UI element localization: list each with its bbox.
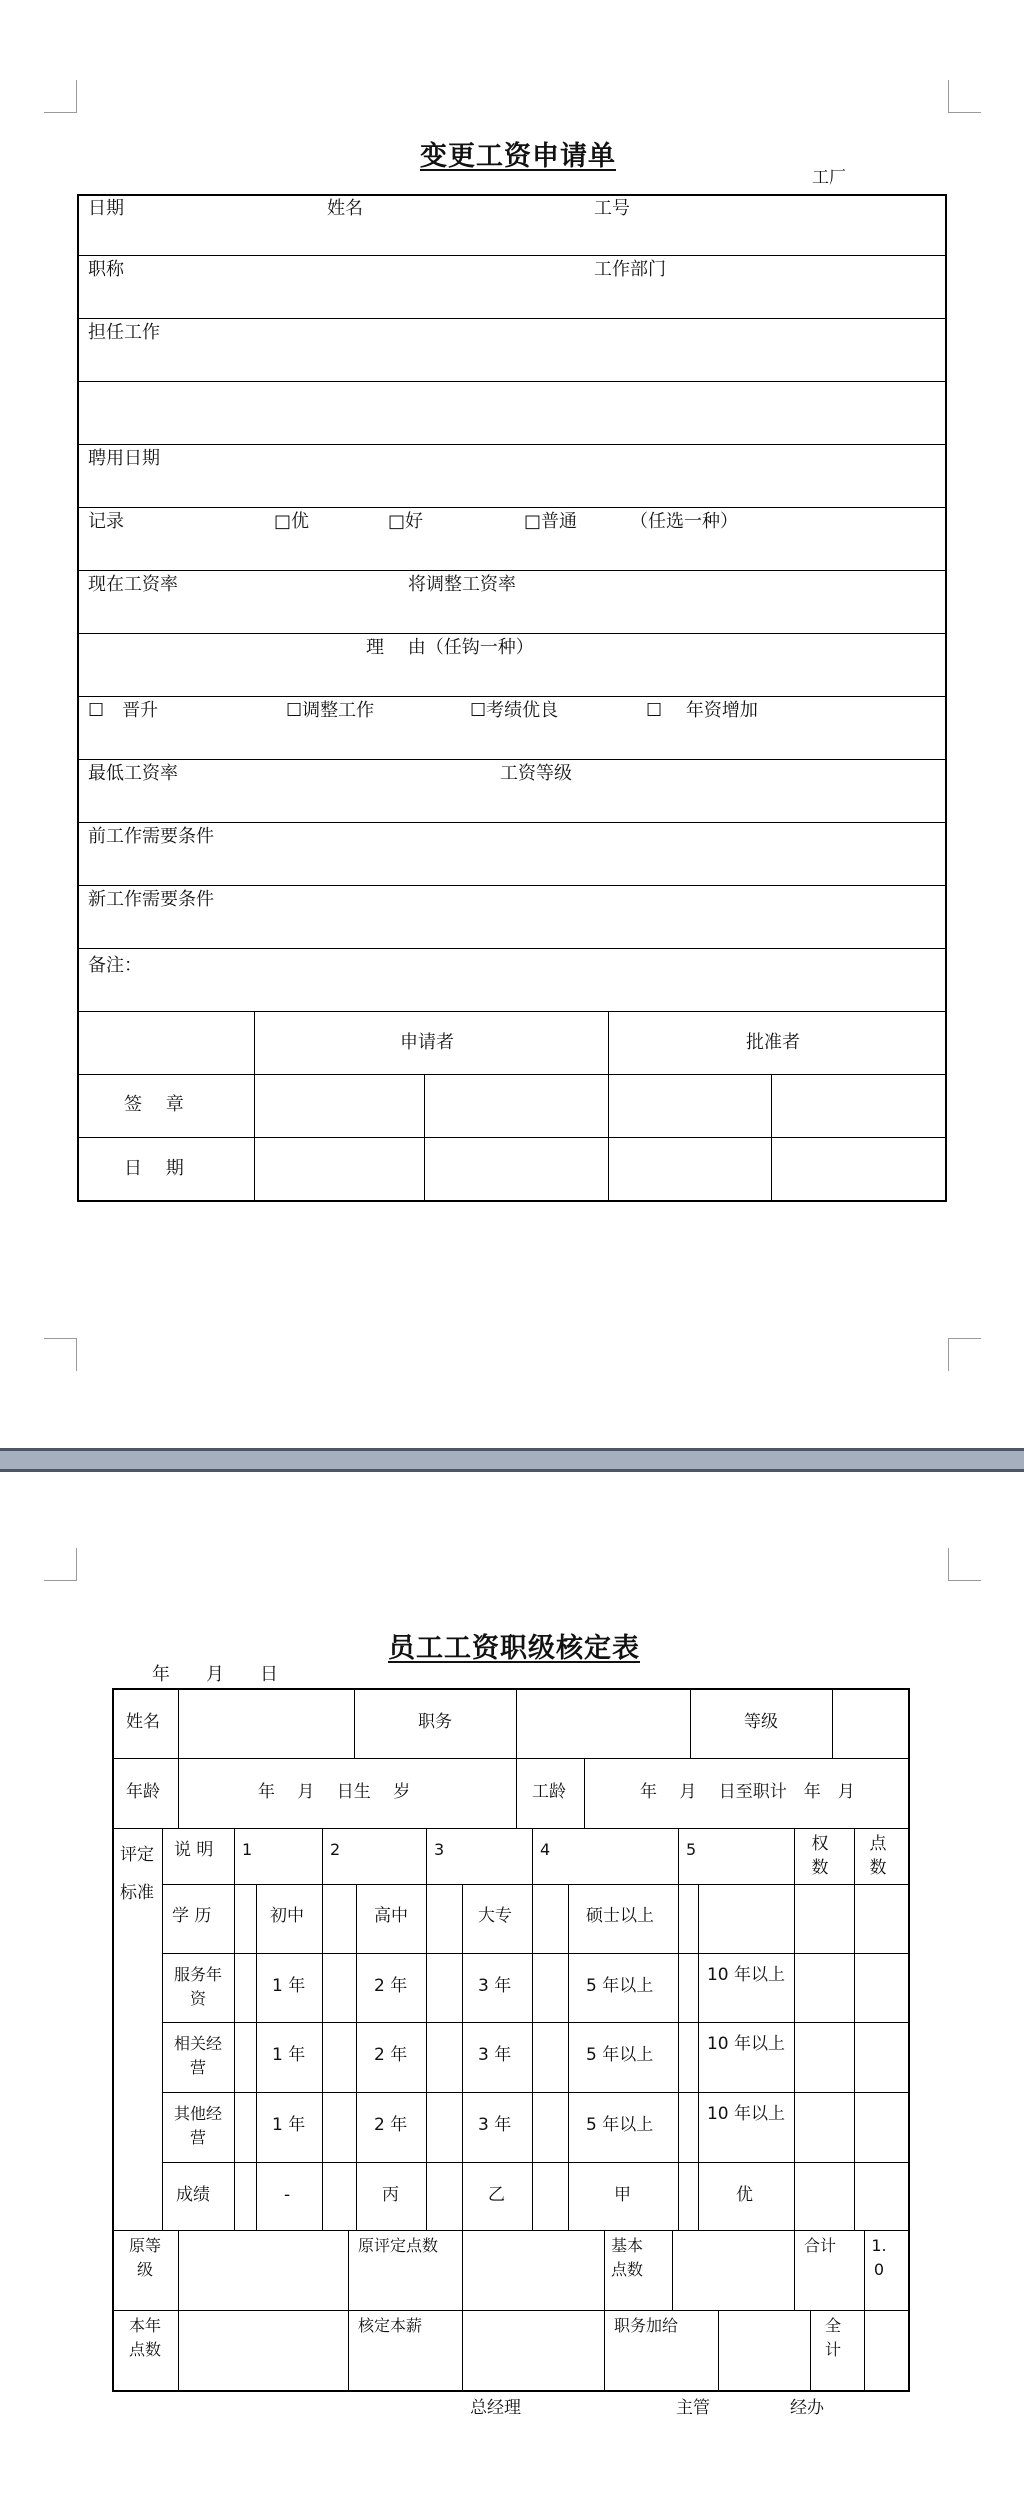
record-excellent-checkbox[interactable]: □优	[274, 511, 310, 532]
total-value: 1.0	[871, 2236, 887, 2279]
col-divider	[462, 2230, 463, 2392]
col-divider	[584, 1758, 585, 1828]
col-divider	[178, 1689, 179, 1828]
row-divider	[113, 1828, 909, 1829]
row-divider	[162, 2092, 909, 2093]
col-divider	[810, 2310, 811, 2392]
page-separator	[0, 1448, 1024, 1472]
col-divider	[698, 1884, 699, 2230]
col-divider	[322, 1828, 323, 2230]
general-manager-label: 总经理	[470, 2398, 521, 2418]
criteria-cell: 1 年	[272, 1976, 306, 1996]
col-divider	[532, 1828, 533, 2230]
reason-performance-checkbox[interactable]: ☐考绩优良	[470, 700, 559, 721]
reason-seniority-checkbox[interactable]: ☐ 年资增加	[646, 700, 758, 721]
row-divider	[113, 2310, 909, 2311]
col-5: 5	[686, 1840, 697, 1859]
criteria-cell: 2 年	[374, 1976, 408, 1996]
col-divider	[516, 1689, 517, 1759]
hire-date-label: 聘用日期	[88, 448, 160, 469]
factory-label: 工厂	[812, 168, 846, 188]
min-rate-label: 最低工资率	[88, 763, 178, 784]
page-2	[0, 1472, 1024, 2508]
criteria-cell: 硕士以上	[586, 1906, 654, 1926]
col-weight: 权数	[811, 1834, 829, 1878]
col-divider	[771, 1074, 772, 1201]
base-points-label: 基本点数	[610, 2236, 643, 2279]
reason-promotion-checkbox[interactable]: ☐ 晋升	[88, 700, 159, 721]
new-requirements-label: 新工作需要条件	[88, 889, 214, 910]
position-bonus-label: 职务加给	[614, 2316, 679, 2335]
row-divider	[78, 1074, 946, 1075]
total-label: 合计	[804, 2236, 837, 2255]
salary-change-form	[77, 194, 947, 1202]
criteria-cell: 优	[736, 2185, 753, 2205]
orig-points-label: 原评定点数	[358, 2236, 439, 2255]
adjusted-rate-label: 将调整工资率	[408, 574, 516, 595]
criteria-cell: -	[284, 2185, 291, 2205]
reason-transfer-checkbox[interactable]: ☐调整工作	[286, 700, 375, 721]
page-corner-mark	[948, 1338, 981, 1371]
col-divider	[354, 1689, 355, 1759]
row-divider	[162, 1884, 909, 1885]
form-title: 员工工资职级核定表	[388, 1633, 640, 1664]
col-divider	[794, 1828, 795, 2230]
col-divider	[254, 1011, 255, 1201]
pay-grade-label: 工资等级	[500, 763, 572, 784]
col-divider	[678, 1828, 679, 2230]
form-date-line: 年 月 日	[152, 1664, 278, 1685]
current-rate-label: 现在工资率	[88, 574, 178, 595]
prev-requirements-label: 前工作需要条件	[88, 826, 214, 847]
sign-date-label: 日 期	[124, 1158, 184, 1179]
criteria-cell: 3 年	[478, 2045, 512, 2065]
col-divider	[162, 1828, 163, 2230]
handler-label: 经办	[790, 2398, 824, 2418]
grand-total-label: 全计	[824, 2316, 841, 2359]
col-divider	[348, 2230, 349, 2392]
col-2: 2	[330, 1840, 341, 1859]
col-points: 点数	[869, 1834, 887, 1878]
row-divider	[162, 1953, 909, 1954]
page-corner-mark	[948, 1548, 981, 1581]
col-divider	[604, 2230, 605, 2392]
criteria-row-label: 成绩	[176, 2185, 210, 2205]
work-period-field: 年 月 日至职计 年 月	[640, 1782, 855, 1802]
criteria-cell: 2 年	[374, 2045, 408, 2065]
row-divider	[78, 570, 946, 571]
form-title: 变更工资申请单	[420, 141, 616, 172]
criteria-cell: 2 年	[374, 2115, 408, 2135]
row-divider	[113, 2230, 909, 2231]
row-divider	[78, 885, 946, 886]
employee-no-label: 工号	[594, 198, 630, 219]
row-divider	[78, 759, 946, 760]
approver-header: 批准者	[746, 1032, 800, 1053]
applicant-header: 申请者	[400, 1032, 454, 1053]
col-divider	[178, 2230, 179, 2392]
criteria-cell: 10 年以上	[706, 2104, 786, 2124]
record-hint: （任选一种）	[630, 511, 738, 532]
remarks-label: 备注：	[88, 955, 142, 976]
criteria-cell: 大专	[478, 1906, 512, 1926]
reason-header: 理 由（任钩一种）	[366, 637, 534, 658]
col-divider	[718, 2310, 719, 2392]
col-desc: 说 明	[174, 1840, 214, 1860]
col-divider	[256, 1884, 257, 2230]
row-divider	[78, 948, 946, 949]
page-corner-mark	[44, 1548, 77, 1581]
age-label: 年龄	[126, 1782, 160, 1802]
criteria-row-label: 学 历	[172, 1906, 212, 1926]
col-divider	[568, 1884, 569, 2230]
criteria-cell: 10 年以上	[706, 2034, 786, 2054]
name-label: 姓名	[327, 198, 363, 219]
date-label: 日期	[88, 198, 124, 219]
col-divider	[424, 1074, 425, 1201]
criteria-cell: 5 年以上	[586, 1976, 654, 1996]
job-assigned-label: 担任工作	[88, 322, 160, 343]
col-divider	[672, 2230, 673, 2310]
criteria-row-label: 服务年资	[173, 1965, 222, 2008]
row-divider	[78, 255, 946, 256]
criteria-label: 评定标准	[120, 1845, 154, 1903]
row-divider	[162, 2022, 909, 2023]
col-divider	[794, 2230, 795, 2310]
criteria-cell: 甲	[614, 2185, 631, 2205]
criteria-row-label: 相关经营	[173, 2034, 222, 2077]
orig-grade-label: 原等级	[128, 2236, 161, 2279]
signature-label: 签 章	[124, 1094, 184, 1115]
supervisor-label: 主管	[676, 2398, 710, 2418]
page-corner-mark	[948, 80, 981, 113]
row-divider	[162, 2162, 909, 2163]
col-1: 1	[242, 1840, 253, 1859]
criteria-cell: 1 年	[272, 2115, 306, 2135]
row-divider	[113, 1758, 909, 1759]
row-divider	[78, 1137, 946, 1138]
row-divider	[78, 1011, 946, 1012]
col-divider	[832, 1689, 833, 1759]
record-label: 记录	[88, 511, 124, 532]
col-divider	[854, 1828, 855, 2230]
criteria-cell: 初中	[270, 1906, 304, 1926]
seniority-label: 工龄	[532, 1782, 566, 1802]
name-label: 姓名	[126, 1712, 160, 1732]
position-label: 职务	[418, 1712, 452, 1732]
col-divider	[690, 1689, 691, 1759]
row-divider	[78, 822, 946, 823]
job-title-label: 职称	[88, 259, 124, 280]
page-corner-mark	[44, 1338, 77, 1371]
row-divider	[78, 381, 946, 382]
department-label: 工作部门	[594, 259, 666, 280]
col-divider	[462, 1884, 463, 2230]
grade-label: 等级	[744, 1712, 778, 1732]
col-divider	[426, 1828, 427, 2230]
col-divider	[356, 1884, 357, 2230]
col-3: 3	[434, 1840, 445, 1859]
criteria-row-label: 其他经营	[173, 2104, 222, 2147]
criteria-cell: 乙	[488, 2185, 505, 2205]
record-average-checkbox[interactable]: □普通	[524, 511, 578, 532]
col-divider	[608, 1011, 609, 1201]
criteria-cell: 10 年以上	[706, 1965, 786, 1985]
row-divider	[78, 507, 946, 508]
criteria-cell: 高中	[374, 1906, 408, 1926]
year-points-label: 本年点数	[128, 2316, 161, 2359]
criteria-cell: 丙	[382, 2185, 399, 2205]
criteria-cell: 5 年以上	[586, 2045, 654, 2065]
row-divider	[78, 633, 946, 634]
col-divider	[516, 1758, 517, 1828]
criteria-cell: 1 年	[272, 2045, 306, 2065]
criteria-cell: 3 年	[478, 1976, 512, 1996]
birth-date-field: 年 月 日生 岁	[258, 1782, 411, 1802]
col-4: 4	[540, 1840, 551, 1859]
approved-salary-label: 核定本薪	[358, 2316, 423, 2335]
record-good-checkbox[interactable]: □好	[388, 511, 424, 532]
col-divider	[234, 1828, 235, 2230]
row-divider	[78, 696, 946, 697]
criteria-cell: 5 年以上	[586, 2115, 654, 2135]
row-divider	[78, 318, 946, 319]
page-corner-mark	[44, 80, 77, 113]
criteria-cell: 3 年	[478, 2115, 512, 2135]
col-divider	[864, 2230, 865, 2392]
row-divider	[78, 444, 946, 445]
